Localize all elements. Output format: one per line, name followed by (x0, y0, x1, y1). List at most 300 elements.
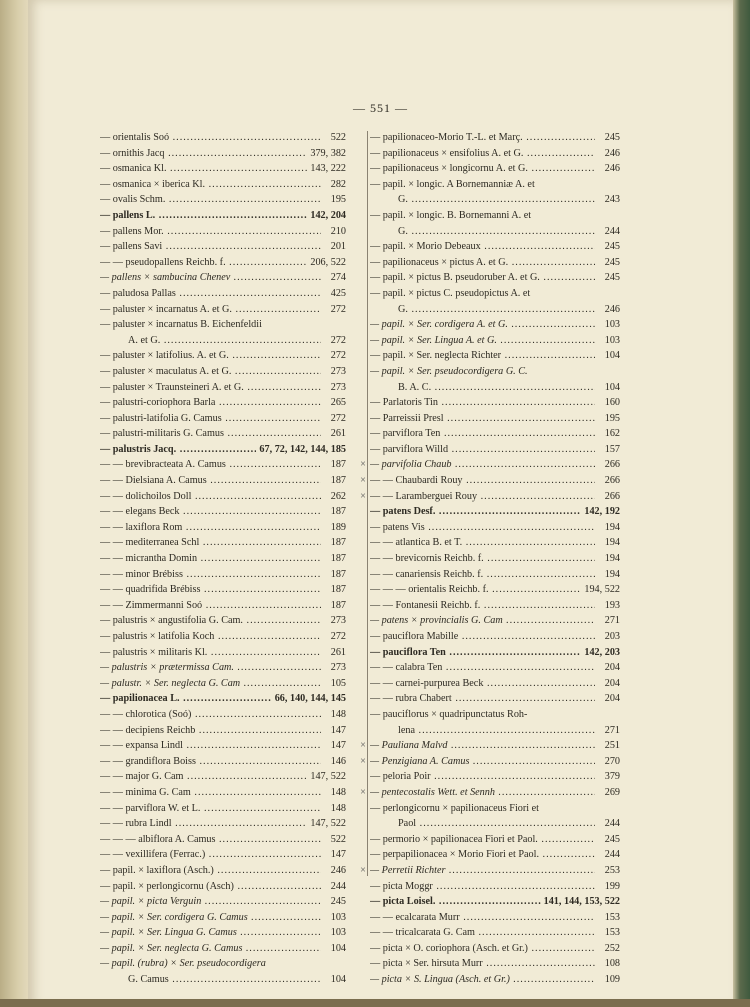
index-entry (356, 286, 620, 302)
entry-name: — — ecalcarata Murr ..... (370, 910, 595, 926)
entry-pages: 109 (604, 974, 620, 986)
entry-pages: 210 (330, 225, 346, 237)
index-entry (356, 785, 620, 801)
entry-pages: 379, 382 (310, 147, 346, 159)
entry-pages: 244 (604, 849, 620, 861)
entry-pages: 108 (604, 958, 620, 970)
entry-name: — Parlatoris Tin ..... (370, 395, 595, 411)
index-entry (86, 380, 346, 396)
index-entry (356, 364, 620, 380)
index-entry (86, 239, 346, 255)
entry-pages: 266 (604, 475, 620, 487)
entry-pages: 67, 72, 142, 144, 185 (259, 443, 346, 455)
hybrid-mark: × (360, 755, 366, 767)
entry-pages: 273 (330, 615, 346, 627)
entry-pages: 195 (330, 194, 346, 206)
entry-name: — paluster × Traunsteineri A. et G. ..... (100, 380, 321, 396)
index-entry (356, 208, 620, 224)
entry-name: — permorio × papilionacea Fiori et Paol. ..... (370, 832, 595, 848)
entry-pages: 187 (330, 584, 346, 596)
entry-name: — — — orientalis Reichb. f. ..... (370, 582, 581, 598)
entry-pages: 522 (330, 833, 346, 845)
book-bottom-edge (0, 999, 750, 1007)
entry-name: — palustris × angustifolia G. Cam. ..... (100, 613, 321, 629)
entry-name: — papil. × Ser. Lingua G. Camus ..... (100, 925, 321, 941)
entry-pages: 246 (604, 303, 620, 315)
entry-name: — — mediterranea Schl ..... (100, 535, 321, 551)
index-entry (356, 567, 620, 583)
entry-name: — — vexillifera (Ferrac.) ..... (100, 847, 321, 863)
entry-name: — patens Desf. ..... (370, 504, 581, 520)
entry-name: — — micrantha Domin ..... (100, 551, 321, 567)
index-entry (86, 130, 346, 146)
entry-name: — paluster × incarnatus B. Eichenfeldii (100, 319, 262, 331)
entry-name: — papil. × Ser. cordigera A. et G. ..... (370, 317, 595, 333)
entry-name: — — pseudopallens Reichb. f. ..... (100, 255, 307, 271)
index-entry (86, 348, 346, 364)
entry-name: — peloria Poir ..... (370, 769, 595, 785)
entry-name: — — brevicornis Reichb. f. ..... (370, 551, 595, 567)
index-entry (86, 473, 346, 489)
index-entry (86, 738, 346, 754)
entry-pages: 103 (330, 911, 346, 923)
entry-name: — — dolichoilos Doll ..... (100, 489, 321, 505)
index-entry (356, 551, 620, 567)
index-entry (356, 161, 620, 177)
entry-name: — ornithis Jacq ..... (100, 146, 307, 162)
entry-name: — — Larambergueі Rouy ..... (370, 489, 595, 505)
entry-name: — palustris × prætermissa Cam. ..... (100, 660, 321, 676)
entry-pages: 105 (330, 677, 346, 689)
index-entry (356, 535, 620, 551)
entry-pages: 66, 140, 144, 145 (274, 693, 346, 705)
entry-pages: 201 (330, 241, 346, 253)
entry-name: — — tricalcarata G. Cam ..... (370, 925, 595, 941)
entry-name: lena ..... (370, 723, 595, 739)
entry-name: — — Zimmermanni Soó ..... (100, 598, 321, 614)
entry-name: — — quadrifida Brébiss ..... (100, 582, 321, 598)
index-entry (356, 660, 620, 676)
index-entry (356, 894, 620, 910)
entry-name: A. et G. ..... (100, 333, 321, 349)
entry-name: — — rubra Lindl ..... (100, 816, 307, 832)
index-entry (356, 863, 620, 879)
entry-name: G. ..... (370, 302, 595, 318)
entry-name: B. A. C. ..... (370, 380, 595, 396)
index-entry (86, 551, 346, 567)
entry-name: — papil. × Ser. cordigera G. Camus ..... (100, 910, 321, 926)
entry-pages: 252 (604, 942, 620, 954)
entry-pages: 251 (604, 740, 620, 752)
entry-pages: 194 (604, 553, 620, 565)
entry-name: — — Dielsiana A. Camus ..... (100, 473, 321, 489)
index-entry (86, 910, 346, 926)
entry-pages: 273 (330, 381, 346, 393)
index-column-right (356, 130, 620, 988)
entry-name: — — rubra Chabert ..... (370, 691, 595, 707)
entry-name: — — minor Brébiss ..... (100, 567, 321, 583)
index-entry (86, 785, 346, 801)
index-entry (356, 239, 620, 255)
index-entry (356, 879, 620, 895)
index-entry (86, 161, 346, 177)
entry-name: — Parreissii Presl ..... (370, 411, 595, 427)
entry-pages: 187 (330, 553, 346, 565)
entry-pages: 206, 522 (310, 256, 346, 268)
index-entry (86, 707, 346, 723)
entry-name: — papil. × Ser. Lingua A. et G. ..... (370, 333, 595, 349)
entry-name: — parviflora Willd ..... (370, 442, 595, 458)
entry-pages: 274 (330, 272, 346, 284)
index-entry (356, 192, 620, 208)
entry-pages: 245 (604, 132, 620, 143)
entry-pages: 273 (330, 662, 346, 674)
index-entry (356, 457, 620, 473)
index-entry (356, 956, 620, 972)
index-entry (356, 723, 620, 739)
entry-pages: 195 (604, 412, 620, 424)
entry-name: — palustr. × Ser. neglecta G. Cam ..... (100, 676, 321, 692)
entry-pages: 187 (330, 599, 346, 611)
index-entry (86, 801, 346, 817)
entry-pages: 245 (604, 833, 620, 845)
entry-pages: 272 (330, 303, 346, 315)
entry-pages: 103 (604, 319, 620, 331)
entry-pages: 146 (330, 755, 346, 767)
entry-pages: 204 (604, 662, 620, 674)
entry-name: — — carnei-purpurea Beck ..... (370, 676, 595, 692)
entry-name: — — canariensis Reichb. f. ..... (370, 567, 595, 583)
entry-name: — paluster × maculatus A. et G. ..... (100, 364, 321, 380)
index-entry (86, 941, 346, 957)
index-entry (86, 645, 346, 661)
entry-pages: 245 (604, 241, 620, 253)
index-entry (356, 442, 620, 458)
index-entry (86, 426, 346, 442)
entry-name: — — expansa Lindl ..... (100, 738, 321, 754)
entry-name: — ovalis Schm. ..... (100, 192, 321, 208)
entry-pages: 243 (604, 194, 620, 206)
entry-name: — orientalis Soó ..... (100, 130, 321, 146)
entry-pages: 261 (330, 428, 346, 440)
index-entry (86, 613, 346, 629)
index-entry (356, 847, 620, 863)
entry-pages: 199 (604, 880, 620, 892)
index-entry (86, 567, 346, 583)
index-entry (356, 754, 620, 770)
entry-pages: 160 (604, 397, 620, 409)
index-entry (86, 255, 346, 271)
index-entry (86, 286, 346, 302)
entry-name: G. ..... (370, 224, 595, 240)
entry-pages: 194 (604, 568, 620, 580)
entry-name: — papil. (rubra) × Ser. pseudocordigera (100, 958, 266, 970)
entry-name: — papil. × pictus B. pseudoruber A. et G. ..... (370, 270, 595, 286)
entry-pages: 194, 522 (584, 584, 620, 596)
entry-name: — Perretii Richter ..... (370, 863, 595, 879)
index-entry (356, 941, 620, 957)
entry-pages: 148 (330, 708, 346, 720)
entry-name: — pallens L. ..... (100, 208, 307, 224)
entry-pages: 204 (604, 677, 620, 689)
entry-pages: 187 (330, 537, 346, 549)
book-spine (0, 0, 28, 1007)
entry-name: — papilionaceus × pictus A. et G. ..... (370, 255, 595, 271)
entry-name: — — grandiflora Boiss ..... (100, 754, 321, 770)
entry-name: — pauciflora Ten ..... (370, 645, 581, 661)
index-entry (86, 879, 346, 895)
hybrid-mark: × (360, 490, 366, 502)
entry-name: — papilionaceus × longicornu A. et G. ..... (370, 161, 595, 177)
entry-pages: 246 (604, 147, 620, 159)
entry-pages: 282 (330, 178, 346, 190)
entry-pages: 157 (604, 443, 620, 455)
entry-pages: 104 (330, 942, 346, 954)
index-entry (86, 333, 346, 349)
index-entry (86, 676, 346, 692)
entry-name: — palustris × militaris Kl. ..... (100, 645, 321, 661)
entry-pages: 245 (604, 256, 620, 268)
entry-pages: 272 (330, 631, 346, 642)
entry-pages: 104 (330, 974, 346, 986)
entry-pages: 187 (330, 459, 346, 471)
entry-name: — osmanica × iberica Kl. ..... (100, 177, 321, 193)
entry-name: — pentecostalis Wett. et Sennh ..... (370, 785, 595, 801)
entry-name: — picta × S. Lingua (Asch. et Gr.) ..... (370, 972, 595, 988)
index-entry (86, 302, 346, 318)
entry-name: — pallens × sambucina Chenev ..... (100, 270, 321, 286)
entry-name: — picta × Ser. hirsuta Murr ..... (370, 956, 595, 972)
entry-name: — parvifolia Chaub ..... (370, 457, 595, 473)
entry-name: — paluster × latifolius. A. et G. ..... (100, 348, 321, 364)
entry-name: — Penzigiana A. Camus ..... (370, 754, 595, 770)
entry-pages: 142, 204 (310, 209, 346, 221)
entry-name: — — parviflora W. et L. ..... (100, 801, 321, 817)
hybrid-mark: × (360, 864, 366, 876)
index-entry (356, 380, 620, 396)
entry-name: — — major G. Cam ..... (100, 769, 307, 785)
entry-name: — papil. × Ser. neglecta Richter ..... (370, 348, 595, 364)
hybrid-mark: × (360, 786, 366, 798)
index-entry (356, 925, 620, 941)
index-entry (86, 847, 346, 863)
entry-name: — parviflora Ten ..... (370, 426, 595, 442)
index-entry (356, 738, 620, 754)
index-entry (356, 224, 620, 240)
entry-name: — — chlorotica (Soó) ..... (100, 707, 321, 723)
index-entry (86, 925, 346, 941)
entry-pages: 194 (604, 537, 620, 549)
entry-pages: 193 (604, 599, 620, 611)
entry-name: — palustri-latifolia G. Camus ..... (100, 411, 321, 427)
entry-pages: 266 (604, 459, 620, 471)
entry-name: — — minima G. Cam ..... (100, 785, 321, 801)
entry-name: — picta × O. coriophora (Asch. et Gr.) ..... (370, 941, 595, 957)
entry-name: — papilionaceo-Morio T.-L. et Març. ..... (370, 130, 595, 146)
entry-name: — perpapilionacea × Morio Fiori et Paol. ..... (370, 847, 595, 863)
index-entry (86, 489, 346, 505)
index-entry (86, 146, 346, 162)
page-number: — 551 — (353, 101, 408, 115)
entry-pages: 266 (604, 490, 620, 502)
entry-name: — picta Loisel. ..... (370, 894, 541, 910)
entry-pages: 245 (330, 896, 346, 908)
entry-name: — — atlantica B. et T. ..... (370, 535, 595, 551)
entry-pages: 203 (604, 631, 620, 642)
entry-name: — patens × provincialis G. Cam ..... (370, 613, 595, 629)
index-column-left (86, 130, 346, 988)
entry-pages: 142, 192 (584, 506, 620, 518)
entry-pages: 187 (330, 506, 346, 518)
entry-name: — palustri-coriophora Barla ..... (100, 395, 321, 411)
entry-name: — osmanica Kl. ..... (100, 161, 307, 177)
index-entry (86, 723, 346, 739)
entry-name: — papilionaceus × ensifolius A. et G. ..... (370, 146, 595, 162)
index-entry (86, 691, 346, 707)
entry-name: — — — albiflora A. Camus ..... (100, 832, 321, 848)
index-entry (86, 972, 346, 988)
entry-pages: 271 (604, 724, 620, 736)
entry-pages: 425 (330, 287, 346, 299)
index-entry (356, 426, 620, 442)
entry-pages: 147 (330, 740, 346, 752)
entry-name: — papil. × pictus C. pseudopictus A. et (370, 287, 531, 299)
entry-name: Paol ..... (370, 816, 595, 832)
index-entry (356, 348, 620, 364)
entry-pages: 147, 522 (310, 818, 346, 830)
index-entry (86, 832, 346, 848)
index-entry (86, 442, 346, 458)
entry-pages: 244 (330, 880, 346, 892)
index-entry (356, 489, 620, 505)
entry-pages: 194 (604, 521, 620, 533)
index-entry (356, 691, 620, 707)
entry-pages: 269 (604, 786, 620, 798)
entry-pages: 246 (330, 864, 346, 876)
index-entry (356, 645, 620, 661)
entry-pages: 103 (604, 334, 620, 346)
index-entry (356, 598, 620, 614)
index-entry (86, 598, 346, 614)
entry-name: — — decipiens Reichb ..... (100, 723, 321, 739)
index-entry (356, 832, 620, 848)
entry-name: — papil. × longic. B. Bornemanni A. et (370, 209, 532, 221)
book-page (28, 0, 733, 1007)
index-entry (86, 535, 346, 551)
index-entry (356, 676, 620, 692)
entry-pages: 244 (604, 225, 620, 237)
entry-name: — papilionacea L. ..... (100, 691, 272, 707)
index-entry (356, 146, 620, 162)
entry-pages: 148 (330, 786, 346, 798)
entry-pages: 245 (604, 272, 620, 284)
index-entry (86, 364, 346, 380)
index-entry (356, 613, 620, 629)
entry-pages: 148 (330, 802, 346, 814)
index-entry (86, 769, 346, 785)
entry-pages: 246 (604, 163, 620, 175)
entry-name: — papil. × Ser. neglecta G. Camus ..... (100, 941, 321, 957)
entry-pages: 272 (330, 412, 346, 424)
entry-pages: 379 (604, 771, 620, 783)
entry-name: — papil. × longic. A Bornemanniæ A. et (370, 178, 535, 190)
index-entry (86, 660, 346, 676)
entry-name: — — Fontanesii Reichb. f. ..... (370, 598, 595, 614)
index-entry (86, 192, 346, 208)
entry-pages: 253 (604, 864, 620, 876)
entry-pages: 272 (330, 350, 346, 362)
index-entry (356, 972, 620, 988)
index-entry (356, 910, 620, 926)
entry-name: G. ..... (370, 192, 595, 208)
entry-name: — pallens Mor. ..... (100, 224, 321, 240)
entry-pages: 265 (330, 397, 346, 409)
entry-pages: 153 (604, 927, 620, 939)
index-entry (356, 520, 620, 536)
index-entry (86, 504, 346, 520)
index-entry (86, 270, 346, 286)
index-entry (86, 395, 346, 411)
index-entry (356, 504, 620, 520)
entry-pages: 142, 203 (584, 646, 620, 658)
index-entry (86, 582, 346, 598)
index-entry (356, 707, 620, 723)
entry-name: — — Chaubardi Rouy ..... (370, 473, 595, 489)
entry-name: — papil. × picta Verguin ..... (100, 894, 321, 910)
entry-pages: 262 (330, 490, 346, 502)
index-entry (86, 177, 346, 193)
entry-pages: 522 (330, 132, 346, 143)
entry-pages: 147, 522 (310, 771, 346, 783)
index-entry (86, 956, 346, 972)
hybrid-mark: × (360, 459, 366, 471)
entry-pages: 189 (330, 521, 346, 533)
entry-pages: 272 (330, 334, 346, 346)
entry-pages: 271 (604, 615, 620, 627)
entry-pages: 244 (604, 818, 620, 830)
index-entry (356, 629, 620, 645)
index-entry (86, 457, 346, 473)
entry-pages: 187 (330, 568, 346, 580)
entry-name: — pallens Savi ..... (100, 239, 321, 255)
entry-name: — paluster × incarnatus A. et G. ..... (100, 302, 321, 318)
index-entry (86, 816, 346, 832)
entry-name: — — laxiflora Rom ..... (100, 520, 321, 536)
entry-pages: 270 (604, 755, 620, 767)
index-entry (86, 863, 346, 879)
entry-pages: 273 (330, 365, 346, 377)
index-entry (356, 255, 620, 271)
entry-name: — — brevibracteata A. Camus ..... (100, 457, 321, 473)
entry-name: G. Camus ..... (100, 972, 321, 988)
entry-pages: 104 (604, 381, 620, 393)
entry-name: — paludosa Pallas ..... (100, 286, 321, 302)
index-entry (86, 894, 346, 910)
entry-pages: 162 (604, 428, 620, 440)
index-entry (86, 754, 346, 770)
index-entry (356, 177, 620, 193)
entry-name: — papil. × Morio Debeaux ..... (370, 239, 595, 255)
entry-pages: 104 (604, 350, 620, 362)
index-entry (356, 582, 620, 598)
entry-name: — Pauliana Malvd ..... (370, 738, 595, 754)
entry-name: — palustris × latifolia Koch ..... (100, 629, 321, 645)
entry-name: — — calabra Ten ..... (370, 660, 595, 676)
entry-name: — pauciflora Mabille ..... (370, 629, 595, 645)
entry-name: — patens Vis ..... (370, 520, 595, 536)
book-cover-edge (733, 0, 750, 1007)
index-entry (86, 317, 346, 333)
